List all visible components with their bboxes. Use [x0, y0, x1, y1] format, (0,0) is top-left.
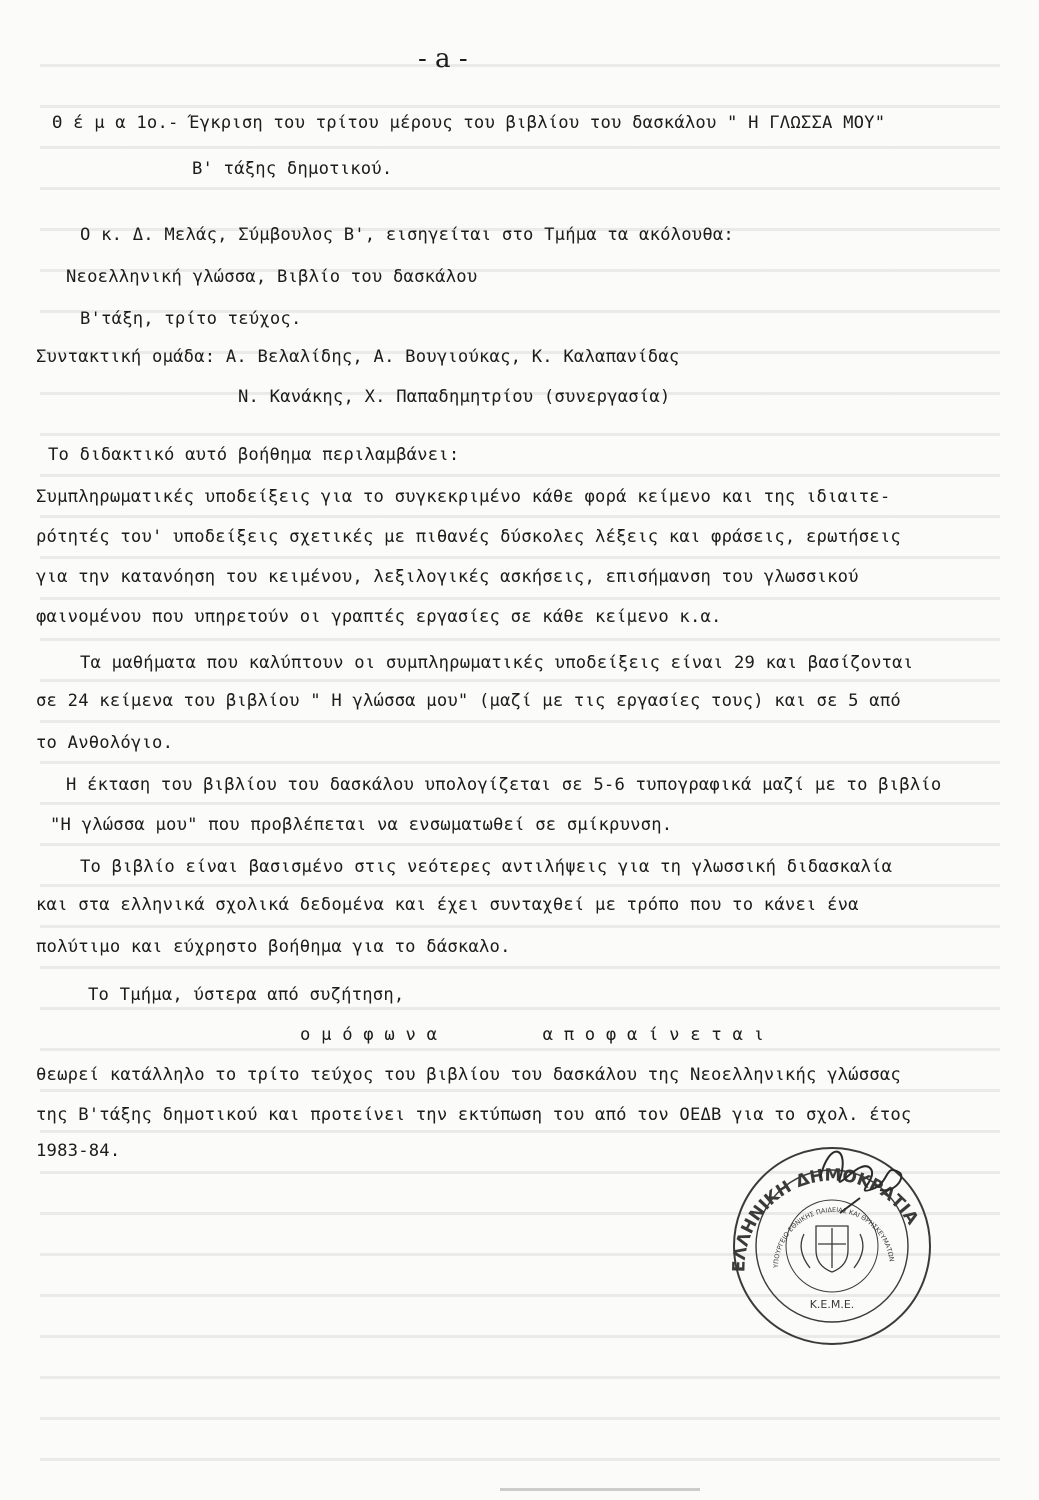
paragraph-1-line-3: για την κατανόηση του κειμένου, λεξιλογικές ασκήσεις, επισήμανση του γλωσσικού	[36, 567, 859, 587]
stamp-outer-text: ΕΛΛΗΝΙΚΗ ΔΗΜΟΚΡΑΤΙΑ	[729, 1165, 923, 1273]
paragraph-1-line-1: Συμπληρωματικές υποδείξεις για το συγκεκριμένο κάθε φορά κείμενο και της ιδιαιτε-	[36, 487, 891, 507]
decision-heading: ο μ ό φ ω ν α α π ο φ α ί ν ε τ α ι	[300, 1025, 765, 1045]
stamp-bottom-text: Κ.Ε.Μ.Ε.	[809, 1298, 855, 1311]
page-number: - a -	[418, 44, 468, 74]
bottom-edge-mark	[500, 1488, 700, 1491]
decision-line-3: 1983-84.	[36, 1141, 121, 1161]
paragraph-1-line-4: φαινομένου που υπηρετούν οι γραπτές εργασίες σε κάθε κείμενο κ.α.	[36, 607, 722, 627]
stamp-inner-text: ΥΠΟΥΡΓΕΙΟ ΕΘΝΙΚΗΣ ΠΑΙΔΕΙΑΣ ΚΑΙ ΘΡΗΣΚΕΥΜΑΤΩΝ	[771, 1205, 896, 1269]
paragraph-2-line-1: Τα μαθήματα που καλύπτουν οι συμπληρωματικές υποδείξεις είναι 29 και βασίζονται	[80, 653, 914, 673]
book-title-line: Νεοελληνική γλώσσα, Βιβλίο του δασκάλου	[66, 267, 478, 287]
book-volume-line: Β'τάξη, τρίτο τεύχος.	[80, 309, 302, 329]
paragraph-5-line-1: Το Τμήμα, ύστερα από συζήτηση,	[88, 985, 405, 1005]
subject-heading: Θ έ μ α 1ο.- Έγκριση του τρίτου μέρους του βιβλίου του δασκάλου " Η ΓΛΩΣΣΑ ΜΟΥ"	[52, 113, 886, 133]
paragraph-3-line-1: Η έκταση του βιβλίου του δασκάλου υπολογίζεται σε 5-6 τυπογραφικά μαζί με το βιβλίο	[66, 775, 942, 795]
paragraph-2-line-2: σε 24 κείμενα του βιβλίου " Η γλώσσα μου" (μαζί με τις εργασίες τους) και σε 5 από	[36, 691, 901, 711]
coat-of-arms-icon	[801, 1226, 863, 1272]
authors-line-cont: Ν. Κανάκης, Χ. Παπαδημητρίου (συνεργασία)	[238, 387, 671, 407]
paragraph-4-line-2: και στα ελληνικά σχολικά δεδομένα και έχει συνταχθεί με τρόπο που το κάνει ένα	[36, 895, 859, 915]
decision-line-1: θεωρεί κατάλληλο το τρίτο τεύχος του βιβλίου του δασκάλου της Νεοελληνικής γλώσσας	[36, 1065, 901, 1085]
paragraph-3-line-2: "Η γλώσσα μου" που προβλέπεται να ενσωματωθεί σε σμίκρυνση.	[50, 815, 673, 835]
paragraph-1-line-2: ρότητές του' υποδείξεις σχετικές με πιθανές δύσκολες λέξεις και φράσεις, ερωτήσεις	[36, 527, 901, 547]
decision-line-2: της Β'τάξης δημοτικού και προτείνει την εκτύπωση του από τον ΟΕΔΒ για το σχολ. έτος	[36, 1105, 912, 1125]
subject-heading-cont: Β' τάξης δημοτικού.	[192, 159, 393, 179]
paragraph-1-intro: Το διδακτικό αυτό βοήθημα περιλαμβάνει:	[48, 445, 460, 465]
paragraph-4-line-1: Το βιβλίο είναι βασισμένο στις νεότερες αντιλήψεις για τη γλωσσική διδασκαλία	[80, 857, 893, 877]
paragraph-4-line-3: πολύτιμο και εύχρηστο βοήθημα για το δάσκαλο.	[36, 937, 511, 957]
official-stamp-seal	[700, 1118, 960, 1348]
authors-line: Συντακτική ομάδα: Α. Βελαλίδης, Α. Βουγιούκας, Κ. Καλαπανίδας	[36, 347, 680, 367]
rapporteur-line: Ο κ. Δ. Μελάς, Σύμβουλος Β', εισηγείται στο Τμήμα τα ακόλουθα:	[80, 225, 734, 245]
paragraph-2-line-3: το Ανθολόγιο.	[36, 733, 174, 753]
